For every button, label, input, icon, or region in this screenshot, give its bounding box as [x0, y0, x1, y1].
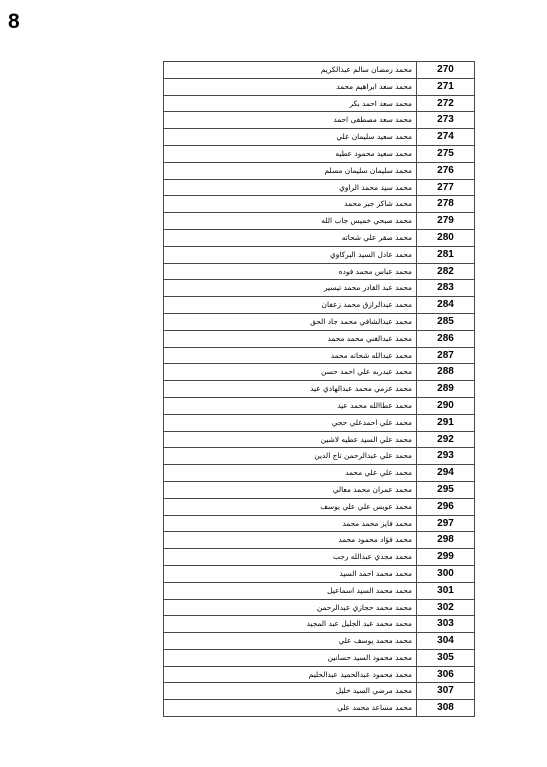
- number-cell: 277: [417, 179, 475, 196]
- table-row: [164, 515, 475, 532]
- table-row: [164, 62, 475, 79]
- table-row: [164, 465, 475, 482]
- number-cell: 283: [417, 280, 475, 297]
- number-cell: 307: [417, 683, 475, 700]
- name-cell: محمد صبحي خميس جاب الله: [164, 213, 417, 230]
- table-row: [164, 565, 475, 582]
- number-cell: 287: [417, 347, 475, 364]
- name-cell: محمد عزمي محمد عبدالهادي عيد: [164, 381, 417, 398]
- table-row: [164, 145, 475, 162]
- table-row: [164, 112, 475, 129]
- number-cell: 271: [417, 78, 475, 95]
- table-row: [164, 649, 475, 666]
- number-cell: 282: [417, 263, 475, 280]
- number-cell: 305: [417, 649, 475, 666]
- name-cell: محمد مجدي عبدالله رجب: [164, 549, 417, 566]
- table-row: [164, 633, 475, 650]
- name-cell: محمد عويس علي علي يوسف: [164, 498, 417, 515]
- name-cell: محمد محمد احمد السيد: [164, 565, 417, 582]
- name-cell: محمد سعيد سليمان علي: [164, 129, 417, 146]
- number-cell: 286: [417, 330, 475, 347]
- name-cell: محمد عطاالله محمد عيد: [164, 397, 417, 414]
- table-row: [164, 683, 475, 700]
- name-cell: محمد علي عبدالرحمن تاج الدين: [164, 448, 417, 465]
- name-cell: محمد عبدالشافي محمد جاد الحق: [164, 313, 417, 330]
- name-cell: محمد عبدالله شحاته محمد: [164, 347, 417, 364]
- name-cell: محمد محمد السيد اسماعيل: [164, 582, 417, 599]
- table-row: [164, 347, 475, 364]
- number-cell: 289: [417, 381, 475, 398]
- table-row: [164, 213, 475, 230]
- number-cell: 298: [417, 532, 475, 549]
- names-table: [163, 61, 475, 717]
- number-cell: 295: [417, 481, 475, 498]
- number-cell: 308: [417, 700, 475, 717]
- name-cell: محمد علي احمدعلي حجي: [164, 414, 417, 431]
- table-row: [164, 179, 475, 196]
- name-cell: محمد عبدربه علي احمد حسن: [164, 364, 417, 381]
- table-row: [164, 78, 475, 95]
- table-row: [164, 397, 475, 414]
- name-cell: محمد عبد القادر محمد تيسير: [164, 280, 417, 297]
- name-cell: محمد سعد مصطفى احمد: [164, 112, 417, 129]
- name-cell: محمد محمود السيد حسانين: [164, 649, 417, 666]
- number-cell: 293: [417, 448, 475, 465]
- table-row: [164, 549, 475, 566]
- number-cell: 278: [417, 196, 475, 213]
- number-cell: 284: [417, 297, 475, 314]
- number-cell: 279: [417, 213, 475, 230]
- name-cell: محمد عمران محمد معالي: [164, 481, 417, 498]
- table-row: [164, 330, 475, 347]
- table-row: [164, 280, 475, 297]
- table-row: [164, 129, 475, 146]
- table-row: [164, 313, 475, 330]
- page-number: 8: [8, 10, 20, 33]
- name-cell: محمد رمضان سالم عبدالكريم: [164, 62, 417, 79]
- table-row: [164, 700, 475, 717]
- number-cell: 303: [417, 616, 475, 633]
- name-cell: محمد فايز محمد محمد: [164, 515, 417, 532]
- name-cell: محمد محمد يوسف علي: [164, 633, 417, 650]
- name-cell: محمد فؤاد محمود محمد: [164, 532, 417, 549]
- name-cell: محمد عادل السيد البركاوي: [164, 246, 417, 263]
- number-cell: 274: [417, 129, 475, 146]
- number-cell: 276: [417, 162, 475, 179]
- number-cell: 285: [417, 313, 475, 330]
- name-cell: محمد شاكر جبر محمد: [164, 196, 417, 213]
- name-cell: محمد علي علي محمد: [164, 465, 417, 482]
- name-cell: محمد عباس محمد فوده: [164, 263, 417, 280]
- name-cell: محمد سعد احمد بكر: [164, 95, 417, 112]
- number-cell: 272: [417, 95, 475, 112]
- table-body: [164, 62, 475, 717]
- table-row: [164, 532, 475, 549]
- number-cell: 288: [417, 364, 475, 381]
- number-cell: 270: [417, 62, 475, 79]
- name-cell: محمد علي السيد عطيه لاشين: [164, 431, 417, 448]
- table-row: [164, 196, 475, 213]
- number-cell: 291: [417, 414, 475, 431]
- number-cell: 290: [417, 397, 475, 414]
- number-cell: 299: [417, 549, 475, 566]
- number-cell: 306: [417, 666, 475, 683]
- name-cell: محمد مساعد محمد علي: [164, 700, 417, 717]
- table-row: [164, 263, 475, 280]
- table-row: [164, 448, 475, 465]
- number-cell: 294: [417, 465, 475, 482]
- table-row: [164, 498, 475, 515]
- table-row: [164, 95, 475, 112]
- number-cell: 304: [417, 633, 475, 650]
- table-row: [164, 381, 475, 398]
- name-cell: محمد سيد محمد الراوي: [164, 179, 417, 196]
- name-cell: محمد محمود عبدالحميد عبدالحليم: [164, 666, 417, 683]
- name-cell: محمد عبدالغني محمد محمد: [164, 330, 417, 347]
- number-cell: 281: [417, 246, 475, 263]
- table-row: [164, 162, 475, 179]
- name-cell: محمد سعيد محمود عطيه: [164, 145, 417, 162]
- table-row: [164, 582, 475, 599]
- number-cell: 275: [417, 145, 475, 162]
- table-row: [164, 431, 475, 448]
- number-cell: 296: [417, 498, 475, 515]
- name-cell: محمد سعد ابراهيم محمد: [164, 78, 417, 95]
- table-row: [164, 414, 475, 431]
- table-row: [164, 616, 475, 633]
- name-cell: محمد عبدالرازق محمد زعفان: [164, 297, 417, 314]
- table-row: [164, 297, 475, 314]
- number-cell: 297: [417, 515, 475, 532]
- number-cell: 302: [417, 599, 475, 616]
- number-cell: 292: [417, 431, 475, 448]
- number-cell: 273: [417, 112, 475, 129]
- number-cell: 280: [417, 229, 475, 246]
- table-row: [164, 666, 475, 683]
- table-row: [164, 481, 475, 498]
- name-cell: محمد سليمان سليمان مسلم: [164, 162, 417, 179]
- table-row: [164, 229, 475, 246]
- name-cell: محمد مرضي السيد خليل: [164, 683, 417, 700]
- name-cell: محمد صقر علي شحاته: [164, 229, 417, 246]
- number-cell: 300: [417, 565, 475, 582]
- number-cell: 301: [417, 582, 475, 599]
- name-cell: محمد محمد عبد الجليل عبد المجيد: [164, 616, 417, 633]
- name-cell: محمد محمد حجازي عبدالرحمن: [164, 599, 417, 616]
- table-row: [164, 364, 475, 381]
- table-row: [164, 246, 475, 263]
- table-row: [164, 599, 475, 616]
